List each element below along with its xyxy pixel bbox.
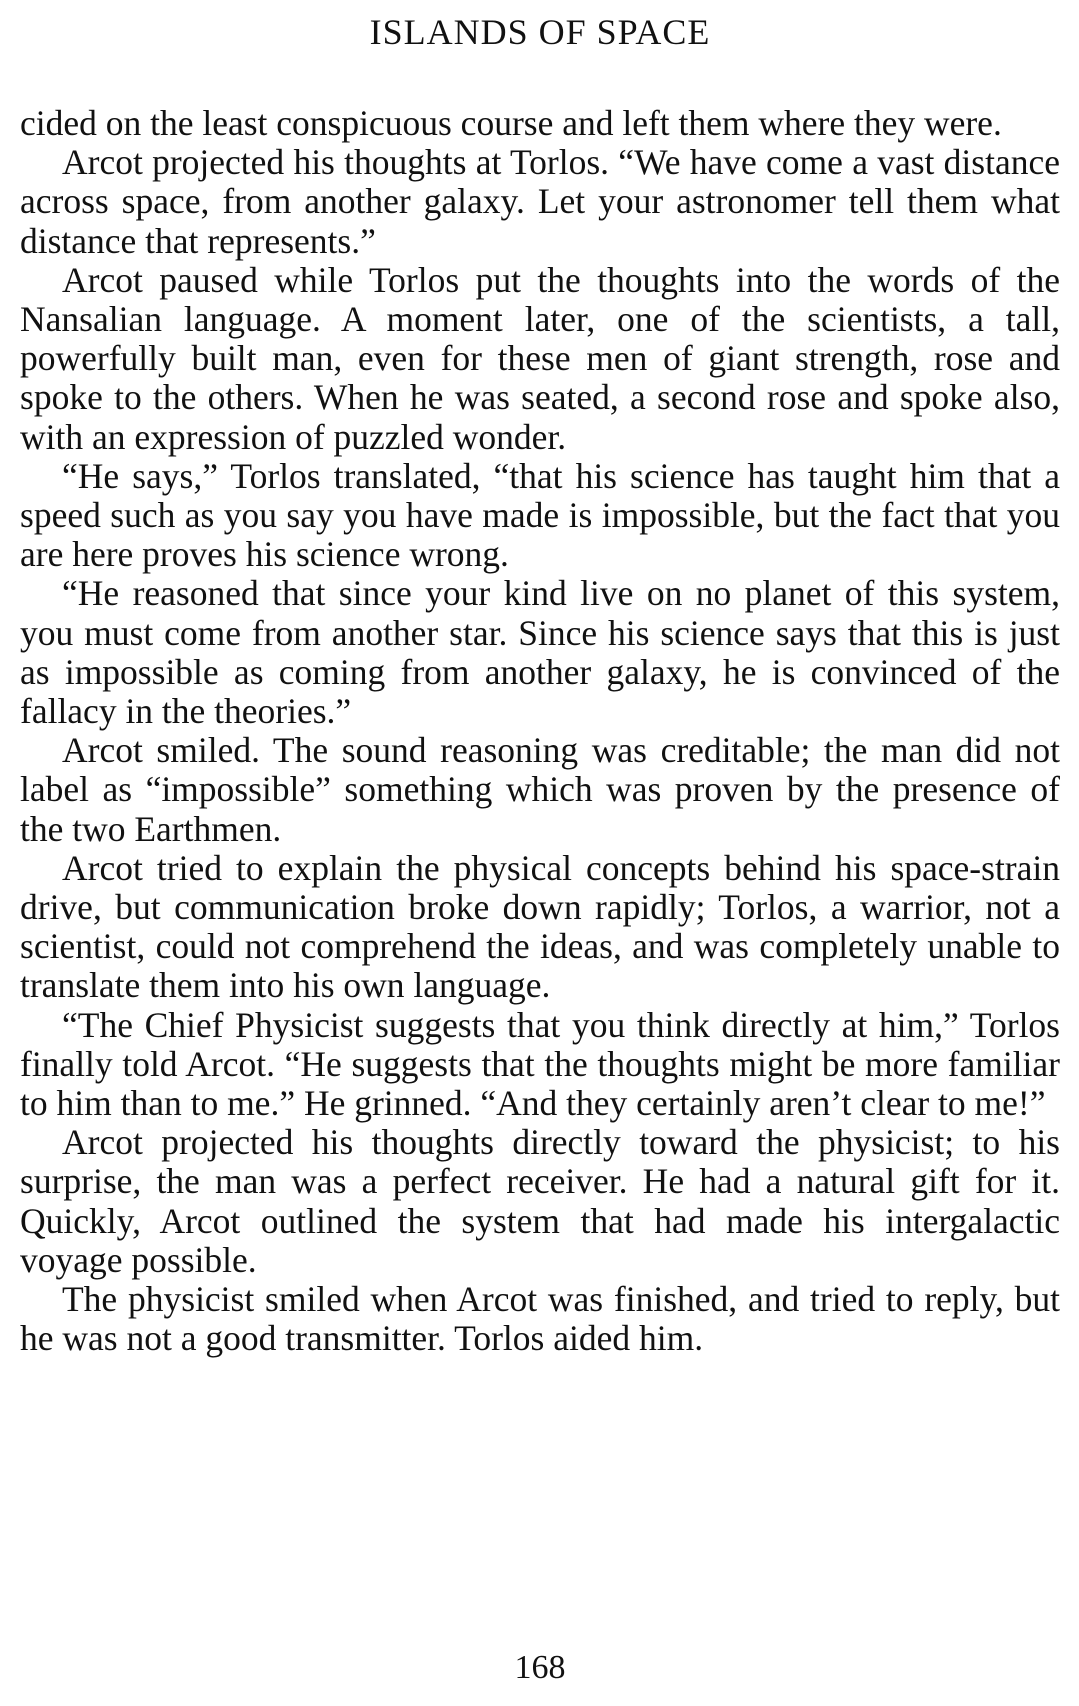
paragraph: Arcot tried to explain the physical concepts behind his space-strain drive, but communication broke down rapidly; Torlos, a warrior, not a scientist, could not comprehend the ideas, and was completely unable to translate them into his own language. <box>20 847 1060 1006</box>
paragraph: Arcot smiled. The sound reasoning was creditable; the man did not label as “impossible” something which was proven by the presence of the two Earthmen. <box>20 730 1060 849</box>
paragraph: “The Chief Physicist suggests that you think directly at him,” Torlos finally told Arcot. “He suggests that the thoughts might be more familiar to him than to me.” He grinned. “And they certainly aren’t clear to me!” <box>20 1004 1060 1124</box>
body-text <box>20 104 1060 1359</box>
paragraph: The physicist smiled when Arcot was finished, and tried to reply, but he was not a good transmitter. Torlos aided him. <box>20 1279 1060 1359</box>
paragraph: Arcot projected his thoughts at Torlos. “We have come a vast distance across space, from another galaxy. Let your astronomer tell them what distance that represents.” <box>20 142 1060 261</box>
paragraph: Arcot paused while Torlos put the thoughts into the words of the Nansalian language. A moment later, one of the scientists, a tall, powerfully built man, even for these men of giant strength, rose and spoke to the others. When he was seated, a second rose and spoke also, with an expression of puzzled wonder. <box>20 259 1060 457</box>
book-page <box>20 0 1060 1706</box>
paragraph: “He reasoned that since your kind live on no planet of this system, you must come from another star. Since his science says that this is just as impossible as coming from another galaxy, he is convinced of the fallacy in the theories.” <box>20 573 1060 732</box>
running-title: ISLANDS OF SPACE <box>369 12 711 52</box>
page-number: 168 <box>514 1649 566 1686</box>
paragraph: cided on the least conspicuous course and left them where they were. <box>20 103 1002 143</box>
paragraph: “He says,” Torlos translated, “that his science has taught him that a speed such as you say you have made is impossible, but the fact that you are here proves his science wrong. <box>20 455 1060 575</box>
paragraph: Arcot projected his thoughts directly toward the physicist; to his surprise, the man was a perfect receiver. He had a natural gift for it. Quickly, Arcot outlined the system that had made his intergalactic voyage possible. <box>20 1122 1060 1280</box>
